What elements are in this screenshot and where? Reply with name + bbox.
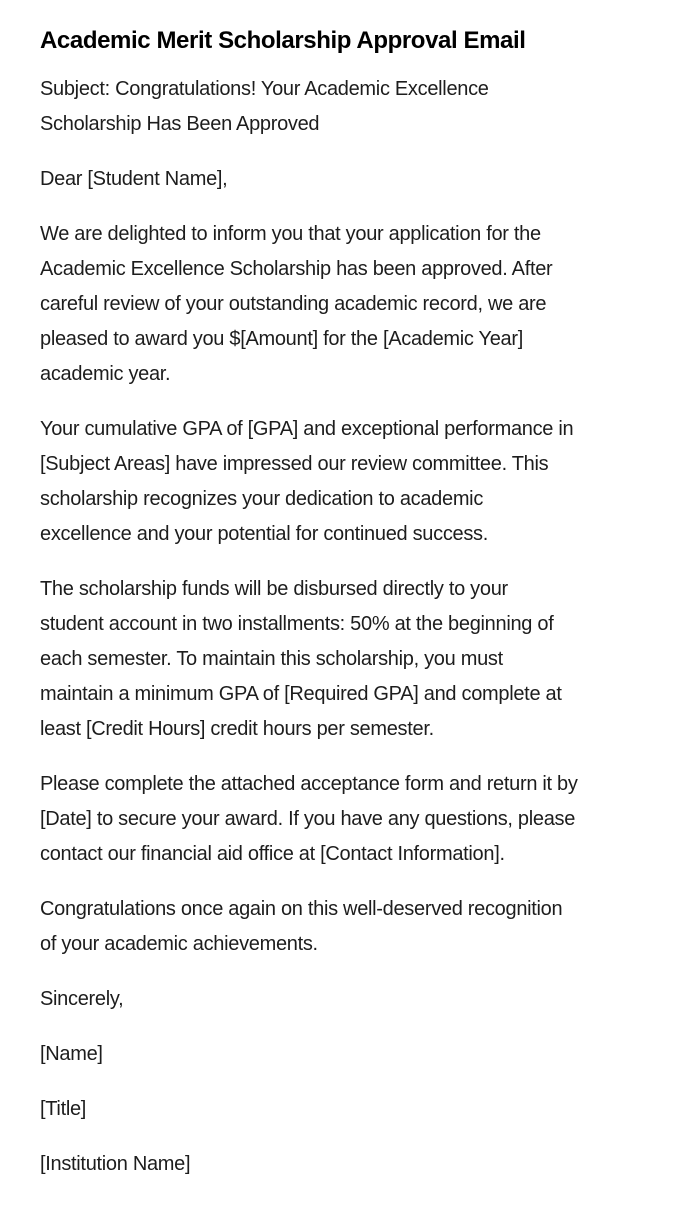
text-line: Sincerely, bbox=[40, 988, 124, 1010]
page-title: Academic Merit Scholarship Approval Email bbox=[40, 27, 526, 54]
paragraph-signature-title bbox=[40, 1092, 660, 1127]
text-line: Dear [Student Name], bbox=[40, 168, 228, 190]
email-body bbox=[40, 72, 660, 1182]
paragraph-subject-line bbox=[40, 72, 660, 142]
paragraph-signature-institution bbox=[40, 1147, 660, 1182]
text-line: each semester. To maintain this scholarship, you must bbox=[40, 648, 503, 670]
text-line: Your cumulative GPA of [GPA] and exceptional performance in bbox=[40, 418, 574, 440]
paragraph-salutation bbox=[40, 162, 660, 197]
paragraph-closing-congratulations bbox=[40, 892, 660, 962]
text-line: Subject: Congratulations! Your Academic Excellence bbox=[40, 78, 489, 100]
paragraph-recognition-paragraph bbox=[40, 412, 660, 552]
text-line: Please complete the attached acceptance form and return it by bbox=[40, 773, 578, 795]
text-line: [Date] to secure your award. If you have any questions, please bbox=[40, 808, 576, 830]
text-line: academic year. bbox=[40, 363, 171, 385]
text-line: [Subject Areas] have impressed our review committee. This bbox=[40, 453, 549, 475]
paragraph-sign-off bbox=[40, 982, 660, 1017]
text-line: maintain a minimum GPA of [Required GPA] and complete at bbox=[40, 683, 562, 705]
text-line: pleased to award you $[Amount] for the [Academic Year] bbox=[40, 328, 523, 350]
text-line: least [Credit Hours] credit hours per semester. bbox=[40, 718, 434, 740]
text-line: [Name] bbox=[40, 1043, 103, 1065]
paragraph-disbursement-paragraph bbox=[40, 572, 660, 747]
text-line: The scholarship funds will be disbursed directly to your bbox=[40, 578, 508, 600]
text-line: excellence and your potential for continued success. bbox=[40, 523, 489, 545]
text-line: [Institution Name] bbox=[40, 1153, 191, 1175]
text-line: Academic Excellence Scholarship has been approved. After bbox=[40, 258, 553, 280]
text-line: student account in two installments: 50% at the beginning of bbox=[40, 613, 554, 635]
text-line: scholarship recognizes your dedication to academic bbox=[40, 488, 484, 510]
paragraph-approval-paragraph bbox=[40, 217, 660, 392]
paragraph-signature-name bbox=[40, 1037, 660, 1072]
paragraph-acceptance-paragraph bbox=[40, 767, 660, 872]
text-line: We are delighted to inform you that your application for the bbox=[40, 223, 541, 245]
text-line: of your academic achievements. bbox=[40, 933, 318, 955]
text-line: [Title] bbox=[40, 1098, 87, 1120]
text-line: contact our financial aid office at [Contact Information]. bbox=[40, 843, 505, 865]
text-line: careful review of your outstanding academic record, we are bbox=[40, 293, 547, 315]
text-line: Congratulations once again on this well-deserved recognition bbox=[40, 898, 563, 920]
text-line: Scholarship Has Been Approved bbox=[40, 113, 320, 135]
